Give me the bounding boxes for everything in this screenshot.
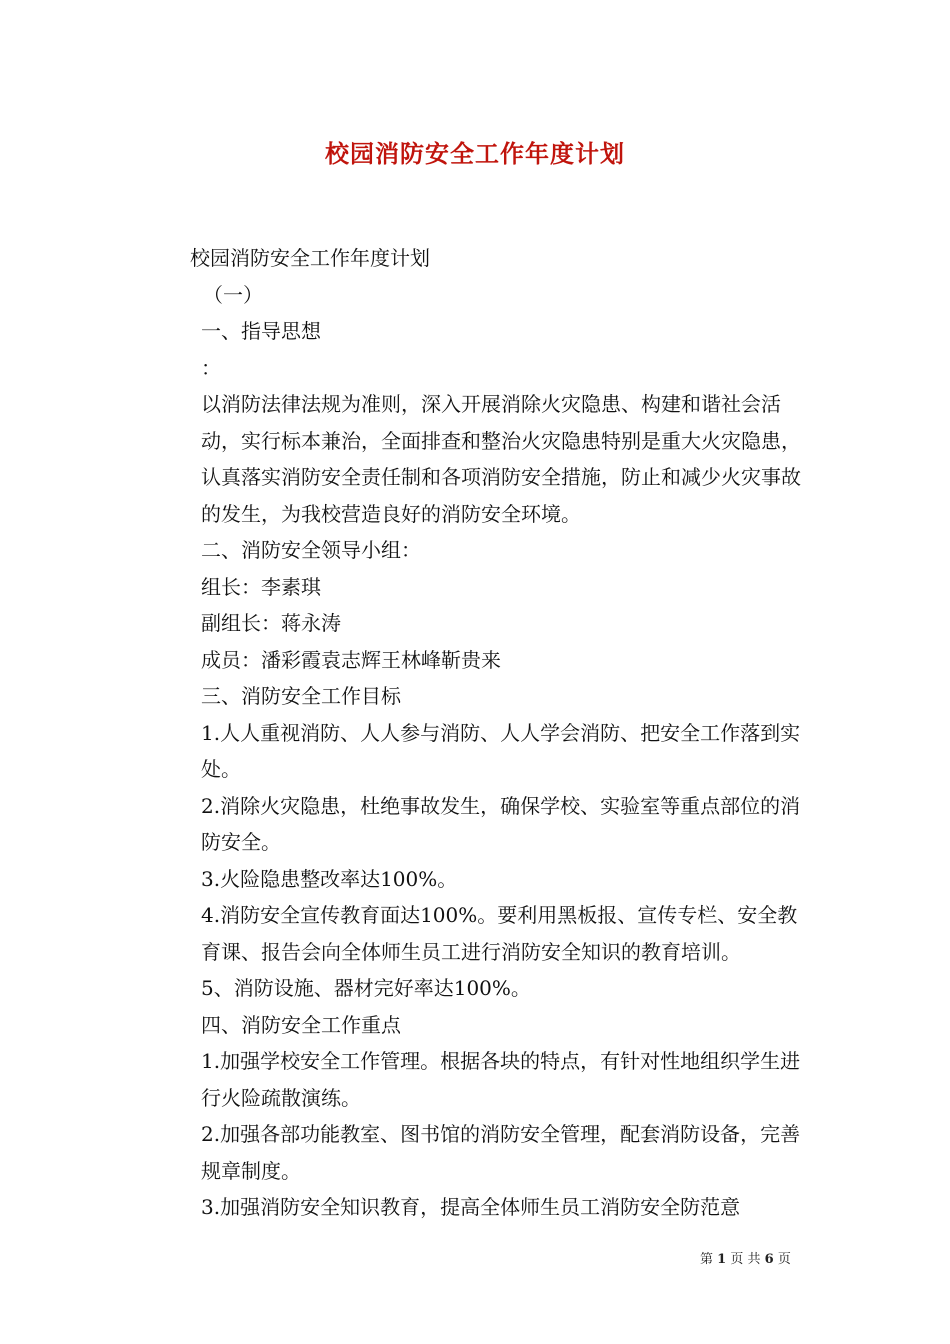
section-heading-priorities: 四、消防安全工作重点 (201, 1012, 401, 1037)
paragraph-goal-2: 2.消除火灾隐患，杜绝事故发生，确保学校、实验室等重点部位的消防安全。 (201, 793, 801, 854)
page-title: 校园消防安全工作年度计划 (325, 139, 625, 168)
paragraph-priority-1: 1.加强学校安全工作管理。根据各块的特点，有针对性地组织学生进行火险疏散演练。 (201, 1049, 801, 1110)
page-footer (700, 1248, 820, 1267)
paragraph-colon: ： (201, 355, 221, 380)
paragraph-goal-3: 3.火险隐患整改率达100%。 (201, 866, 458, 891)
paragraph-priority-3: 3.加强消防安全知识教育，提高全体师生员工消防安全防范意 (201, 1195, 741, 1219)
paragraph-goal-4: 4.消防安全宣传教育面达100%。要利用黑板报、宣传专栏、安全教育课、报告会向全体师生员工进行消防安全知识的教育培训。 (201, 903, 798, 964)
footer-current-page: 1 (717, 1252, 727, 1267)
section-heading-guiding-thought: 一、指导思想 (201, 319, 321, 343)
paragraph-heading: 校园消防安全工作年度计划 (190, 246, 430, 270)
section-heading-leadership: 二、消防安全领导小组： (201, 538, 421, 562)
document-body (145, 240, 809, 1226)
paragraph-goal-1: 1.人人重视消防、人人参与消防、人人学会消防、把安全工作落到实处。 (201, 720, 801, 781)
footer-middle: 页 共 (730, 1252, 761, 1267)
paragraph-deputy-leader: 副组长：蒋永涛 (201, 611, 341, 635)
paragraph-guiding-thought: 以消防法律法规为准则，深入开展消除火灾隐患、构建和谐社会活动，实行标本兼治，全面排查和整治火灾隐患特别是重大火灾隐患，认真落实消防安全责任制和各项消防安全措施，防止和减少火灾事故的发生，为我校营造良好的消防安全环境。 (201, 392, 801, 526)
paragraph-priority-2: 2.加强各部功能教室、图书馆的消防安全管理，配套消防设备，完善规章制度。 (201, 1122, 801, 1183)
paragraph-members: 成员：潘彩霞袁志辉王林峰靳贵来 (201, 647, 501, 672)
paragraph-leader: 组长：李素琪 (201, 574, 321, 599)
footer-total-pages: 6 (764, 1252, 774, 1267)
footer-prefix: 第 (700, 1252, 714, 1267)
section-heading-goals: 三、消防安全工作目标 (201, 684, 401, 708)
paragraph-goal-5: 5、消防设施、器材完好率达100%。 (201, 976, 531, 1000)
paragraph-subheading: （一） (203, 282, 263, 307)
footer-suffix: 页 (777, 1252, 791, 1267)
